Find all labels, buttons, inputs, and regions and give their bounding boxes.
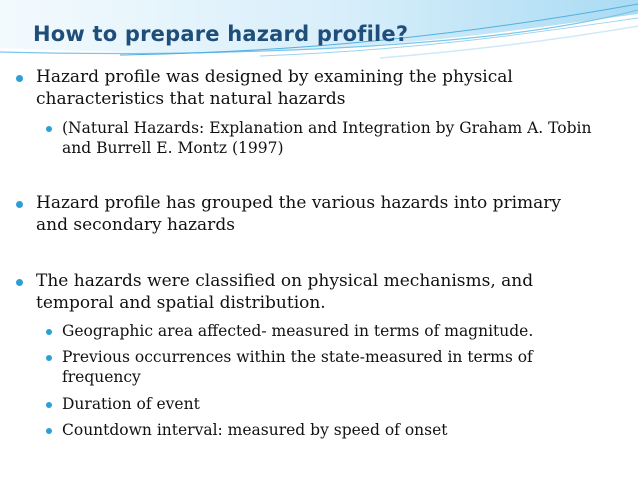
bullet-dot-icon [16,75,23,82]
bullet-dot-icon [46,355,52,361]
bullet-text: Hazard profile has grouped the various hazards into primary and secondary hazards [36,193,562,235]
bullet-text: Hazard profile was designed by examining the physical characteristics that natural hazards [36,67,513,109]
bullet-dot-icon [16,201,23,208]
bullet-text: Countdown interval: measured by speed of onset [62,421,448,439]
bullet-dot-icon [46,329,52,335]
sub-bullet-item [62,420,592,440]
bullet-text: (Natural Hazards: Explanation and Integration by Graham A. Tobin and Burrell E. Montz (1997) [62,119,592,157]
sub-bullet-item [62,394,592,414]
bullet-dot-icon [16,279,23,286]
bullet-text: The hazards were classified on physical mechanisms, and temporal and spatial distribution. [36,271,534,313]
bullet-dot-icon [46,428,52,434]
bullet-dot-icon [46,126,52,132]
page-title: How to prepare hazard profile? [33,22,409,46]
sub-bullet-item [62,347,592,387]
bullet-item [36,66,596,110]
bullet-item [36,270,596,314]
sub-bullet-item [62,321,592,341]
bullet-text: Geographic area affected- measured in terms of magnitude. [62,322,534,340]
sub-bullet-item [62,118,592,158]
bullet-item [36,192,596,236]
bullet-text: Previous occurrences within the state-measured in terms of frequency [62,348,533,386]
bullet-dot-icon [46,402,52,408]
bullet-text: Duration of event [62,395,200,413]
